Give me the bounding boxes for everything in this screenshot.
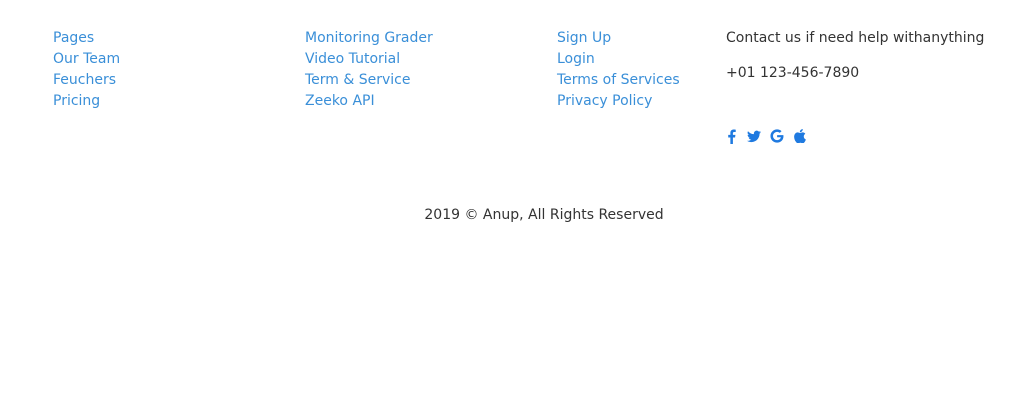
footer-link-item	[53, 49, 120, 70]
link-pricing[interactable]: Pricing	[53, 93, 101, 109]
footer-link-item	[53, 70, 120, 91]
twitter-icon[interactable]	[747, 127, 761, 145]
footer-column-2	[305, 28, 433, 112]
link-pages[interactable]: Pages	[53, 30, 95, 46]
link-privacy-policy[interactable]: Privacy Policy	[557, 93, 653, 109]
social-links	[724, 127, 807, 145]
link-feuchers[interactable]: Feuchers	[53, 72, 117, 88]
contact-text: Contact us if need help withanything	[726, 30, 985, 46]
link-video-tutorial[interactable]: Video Tutorial	[305, 51, 401, 67]
link-our-team[interactable]: Our Team	[53, 51, 121, 67]
footer-link-item	[305, 70, 433, 91]
link-term-service[interactable]: Term & Service	[305, 72, 411, 88]
facebook-icon[interactable]	[724, 127, 738, 145]
contact-phone: +01 123-456-7890	[726, 65, 860, 81]
footer-column-1	[53, 28, 120, 112]
google-icon[interactable]	[770, 127, 784, 145]
link-terms-of-services[interactable]: Terms of Services	[557, 72, 680, 88]
link-login[interactable]: Login	[557, 51, 595, 67]
footer-link-item	[557, 28, 680, 49]
apple-icon[interactable]	[793, 127, 807, 145]
link-monitoring-grader[interactable]: Monitoring Grader	[305, 30, 433, 46]
footer-link-item	[305, 91, 433, 112]
footer-column-3	[557, 28, 680, 112]
footer-link-item	[557, 91, 680, 112]
footer-link-item	[557, 49, 680, 70]
link-zeeko-api[interactable]: Zeeko API	[305, 93, 375, 109]
footer-link-item	[305, 28, 433, 49]
footer-link-item	[557, 70, 680, 91]
copyright	[0, 205, 1024, 225]
footer-link-item	[53, 28, 120, 49]
contact-block	[726, 28, 1016, 84]
copyright-text: 2019 © Anup, All Rights Reserved	[424, 207, 664, 223]
footer-link-item	[305, 49, 433, 70]
footer-link-item	[53, 91, 120, 112]
link-sign-up[interactable]: Sign Up	[557, 30, 612, 46]
